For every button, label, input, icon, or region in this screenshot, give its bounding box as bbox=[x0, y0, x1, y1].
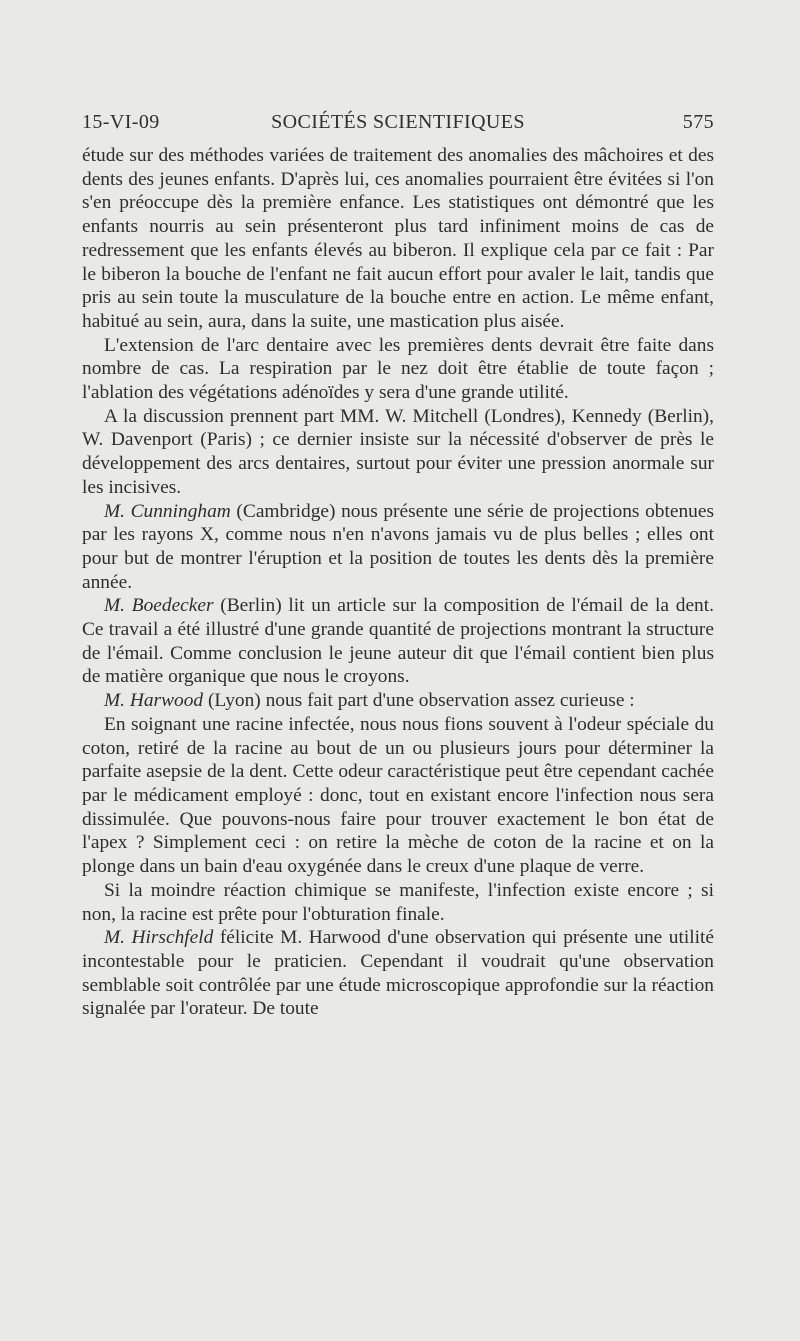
header-section-title: SOCIÉTÉS SCIENTIFIQUES bbox=[271, 111, 525, 133]
paragraph-text: L'extension de l'arc dentaire avec les premières dents devrait être faite dans nombre de cas. La respiration par le nez doit être établie de toute façon ; l'ablation des végétations adénoïdes y sera d'une grande utilité. bbox=[82, 334, 714, 404]
header-date: 15-VI-09 bbox=[82, 111, 160, 133]
paragraph bbox=[82, 594, 714, 689]
speaker-name: M. Cunningham bbox=[104, 500, 231, 522]
running-header bbox=[82, 111, 714, 139]
paragraph-text: En soignant une racine infectée, nous nous fions souvent à l'odeur spéciale du coton, retiré de la racine au bout de un ou plusieurs jours pour déterminer la parfaite asepsie de la dent. Cette odeur caractéristique peut être cependant cachée par le médicament employé : donc, tout en existant encore l'infection nous sera dissimulée. Que pouvons-nous faire pour trouver exactement le bon état de l'apex ? Simplement ceci : on retire la mèche de coton de la racine et on la plonge dans un bain d'eau oxygénée dans le creux d'une plaque de verre. bbox=[82, 713, 714, 878]
paragraph-text: (Berlin) lit un article sur la composition de l'émail de la dent. Ce travail a été illustré d'une grande quantité de projections montrant la structure de l'émail. Comme conclusion le jeune auteur dit que l'émail contient bien plus de matière organique que nous le croyons. bbox=[82, 595, 714, 688]
paragraph-text: Si la moindre réaction chimique se manifeste, l'infection existe encore ; si non, la racine est prête pour l'obturation finale. bbox=[82, 879, 714, 925]
paragraph-text: A la discussion prennent part MM. W. Mitchell (Londres), Kennedy (Berlin), W. Davenport (Paris) ; ce dernier insiste sur la nécessité d'observer de près le développement des arcs dentaires, surtout pour éviter une pression anormale sur les incisives. bbox=[82, 405, 714, 498]
speaker-name: M. Harwood bbox=[104, 690, 204, 712]
page-number: 575 bbox=[682, 111, 714, 133]
paragraph bbox=[82, 334, 714, 405]
paragraph bbox=[82, 405, 714, 500]
paragraph bbox=[82, 713, 714, 879]
paragraph-text: (Cambridge) nous présente une série de projections obtenues par les rayons X, comme nous n'en n'avons jamais vu de plus belles ; elles ont pour but de montrer l'éruption et la position de toutes les dents dès la première année. bbox=[82, 500, 715, 593]
body-text bbox=[82, 144, 714, 1021]
paragraph bbox=[82, 689, 714, 713]
speaker-name: M. Hirschfeld bbox=[104, 927, 214, 949]
speaker-name: M. Boedecker bbox=[104, 595, 214, 617]
paragraph-text: (Lyon) nous fait part d'une observation assez curieuse : bbox=[203, 690, 635, 712]
paragraph bbox=[82, 879, 714, 926]
paragraph-text: félicite M. Harwood d'une observation qui présente une utilité incontestable pour le praticien. Cependant il voudrait qu'une observation semblable soit contrôlée par une étude microscopique approfondie sur la réaction signalée par l'orateur. De toute bbox=[82, 927, 714, 1020]
paragraph-continued bbox=[82, 144, 714, 334]
paragraph bbox=[82, 926, 714, 1021]
paragraph bbox=[82, 500, 714, 595]
paragraph-text: étude sur des méthodes variées de traitement des anomalies des mâchoires et des dents des jeunes enfants. D'après lui, ces anomalies pourraient être évitées si l'on s'en préoccupe dès la première enfance. Les statistiques ont démontré que les enfants nourris au sein présenteront plus tard infiniment moins de cas de redressement que les enfants élevés au biberon. Il explique cela par ce fait : Par le biberon la bouche de l'enfant ne fait aucun effort pour avaler le lait, tandis que pris au sein toute la musculature de la bouche entre en action. Le même enfant, habitué au sein, aura, dans la suite, une mastication plus aisée. bbox=[82, 145, 714, 332]
